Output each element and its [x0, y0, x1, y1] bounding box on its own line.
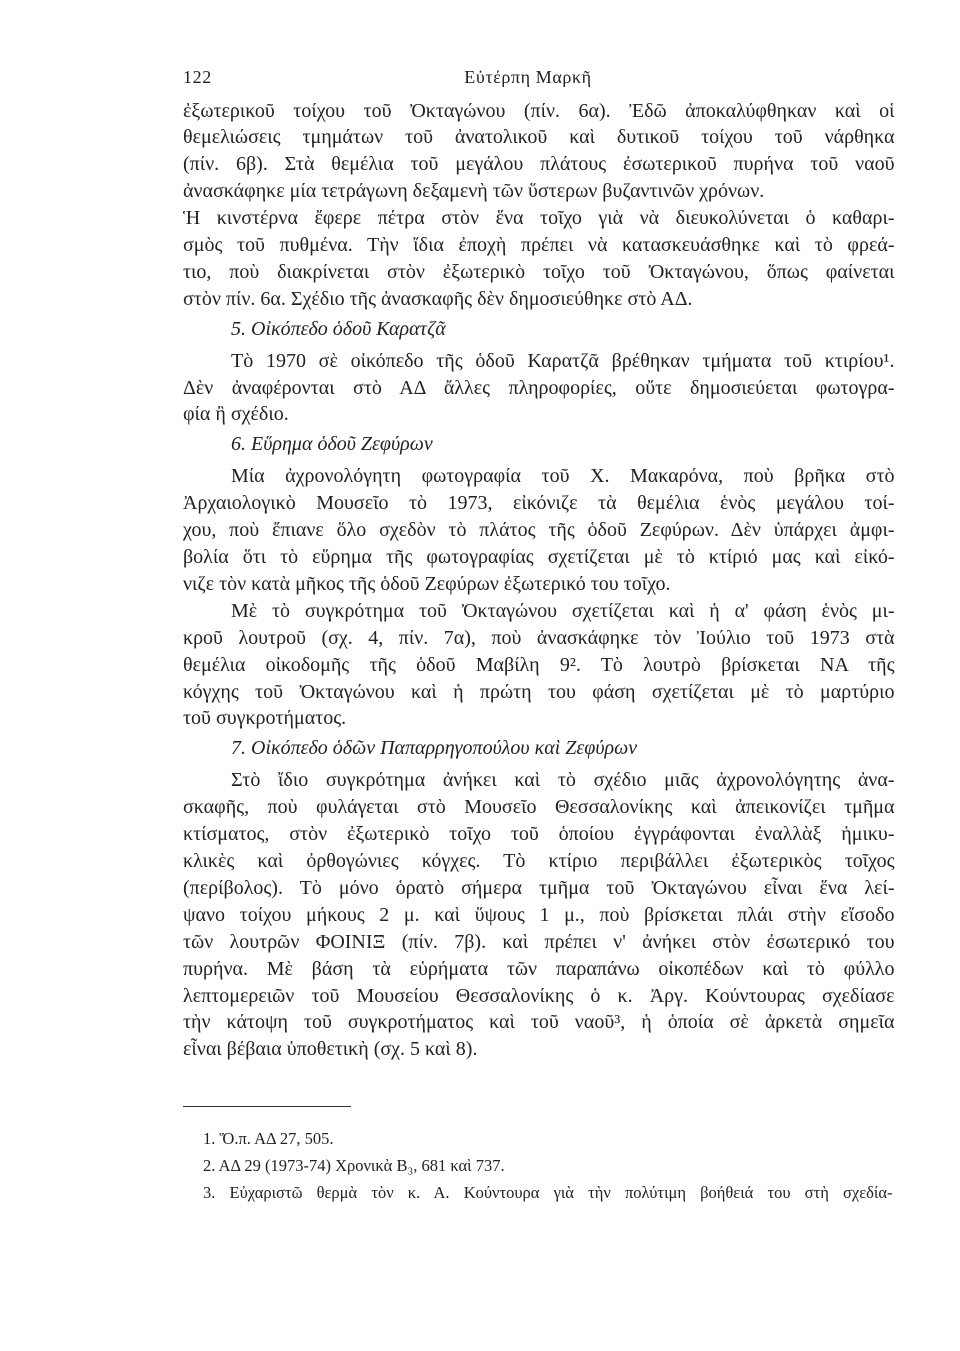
section-number: 5.: [231, 317, 246, 340]
footnote-text: Ὅ.π. ΑΔ 27, 505.: [219, 1128, 334, 1148]
text-line: Στὸ ἴδιο συγκρότημα ἀνήκει καὶ τὸ σχέδιο μιᾶς ἀχρονολόγητης ἀνα-: [231, 769, 895, 792]
text-line: κροῦ λουτροῦ (σχ. 4, πίν. 7α), ποὺ ἀνασκάφηκε τὸν Ἰούλιο τοῦ 1973 στὰ: [183, 626, 895, 649]
text-line: σκαφῆς, ποὺ φυλάγεται στὸ Μουσεῖο Θεσσαλονίκης καὶ ἀπεικονίζει τμῆμα: [183, 796, 895, 819]
section-number: 7.: [231, 737, 246, 760]
section-title: Οἰκόπεδο ὁδῶν Παπαρρηγοπούλου καὶ Ζεφύρων: [251, 737, 638, 760]
footnote-number: 2.: [203, 1155, 216, 1175]
text-line: Μία ἀχρονολόγητη φωτογραφία τοῦ Χ. Μακαρόνα, ποὺ βρῆκα στὸ: [231, 465, 895, 488]
main-text: [183, 98, 895, 1064]
text-line: τὴν κάτοψη τοῦ συγκροτήματος καὶ τοῦ ναοῦ³, ἡ ὁποία σὲ ἀρκετὰ σημεῖα: [183, 1011, 895, 1034]
text-line: κόγχης τοῦ Ὀκταγώνου καὶ ἡ πρώτη του φάση σχετίζεται μὲ τὸ μαρτύριο: [183, 680, 895, 703]
text-line: σμὸς τοῦ πυθμένα. Τὴν ἴδια ἐποχὴ πρέπει νὰ κατασκευάσθηκε καὶ τὸ φρεά-: [183, 234, 895, 257]
text-line: εἶναι βέβαια ὑποθετικὴ (σχ. 5 καὶ 8).: [183, 1038, 478, 1061]
text-line: τῶν λουτρῶν ΦΟΙΝΙΞ (πίν. 7β). καὶ πρέπει ν' ἀνήκει στὸν ἐσωτερικό του: [183, 930, 895, 953]
text-line: Μὲ τὸ συγκρότημα τοῦ Ὀκταγώνου σχετίζεται καὶ ἡ α' φάση ἑνὸς μι-: [231, 599, 895, 622]
text-line: θεμέλια οἰκοδομῆς τῆς ὁδοῦ Μαβίλη 9². Τὸ λουτρὸ βρίσκεται ΝΑ τῆς: [183, 653, 895, 676]
footnote-number: 1.: [203, 1128, 216, 1148]
page-number: 122: [183, 67, 212, 87]
footnote: [203, 1125, 893, 1152]
section-number: 6.: [231, 433, 246, 456]
text-line: (πίν. 6β). Στὰ θεμέλια τοῦ μεγάλου πλάτους ἐσωτερικοῦ πυρήνα τοῦ ναοῦ: [183, 153, 895, 176]
text-line: Τὸ 1970 σὲ οἰκόπεδο τῆς ὁδοῦ Καρατζᾶ βρέθηκαν τμήματα τοῦ κτιρίου¹.: [231, 349, 895, 372]
text-line: βολία ὅτι τὸ εὕρημα τῆς φωτογραφίας σχετίζεται μὲ τὸ κτίριό μας καὶ εἰκό-: [183, 546, 895, 568]
text-line: νιζε τὸν κατὰ μῆκος τῆς ὁδοῦ Ζεφύρων ἐξωτερικό του τοῖχο.: [183, 572, 671, 595]
paragraph: [183, 98, 895, 313]
paragraph: [183, 767, 895, 1063]
text-line: Ἀρχαιολογικὸ Μουσεῖο τὸ 1973, εἰκόνιζε τὰ θεμέλια ἑνὸς μεγάλου τοί-: [183, 492, 895, 515]
text-line: Δὲν ἀναφέρονται στὸ ΑΔ ἄλλες πληροφορίες, οὔτε δημοσιεύεται φωτογρα-: [183, 376, 895, 399]
footnote: [203, 1152, 893, 1179]
section-heading: [183, 735, 895, 762]
footnote-text: ΑΔ 29 (1973-74) Χρονικὰ Β₃, 681 καὶ 737.: [218, 1155, 505, 1175]
text-line: κτίσματος, στὸν ἐξωτερικὸ τοῖχο τοῦ ὁποίου ἐγγράφονται ἐναλλὰξ ἡμικυ-: [183, 823, 895, 846]
footnote-text: Εὐχαριστῶ θερμὰ τὸν κ. Α. Κούντουρα γιὰ τὴν πολύτιμη βοήθειά του στὴ σχεδία-: [229, 1182, 893, 1202]
running-title: Εὐτέρπη Μαρκῆ: [464, 67, 592, 87]
footnote: [203, 1179, 893, 1206]
text-line: χου, ποὺ ἔπιανε ὅλο σχεδὸν τὸ πλάτος τῆς ὁδοῦ Ζεφύρων. Δὲν ὑπάρχει ἀμφι-: [183, 519, 895, 542]
section-title: Οἰκόπεδο ὁδοῦ Καρατζᾶ: [251, 317, 446, 340]
section-title: Εὕρημα ὁδοῦ Ζεφύρων: [251, 433, 433, 456]
footnotes: [203, 1125, 893, 1206]
text-line: πυρήνα. Μὲ βάση τὰ εὑρήματα τῶν παραπάνω οἰκοπέδων καὶ τὸ φύλλο: [183, 957, 895, 980]
paragraph: [183, 598, 895, 733]
footnote-separator: [183, 1106, 351, 1107]
text-line: φία ἢ σχέδιο.: [183, 403, 289, 426]
section-heading: [183, 316, 895, 343]
paragraph: [183, 348, 895, 429]
text-line: Ἡ κινστέρνα ἔφερε πέτρα στὸν ἕνα τοῖχο γιὰ νὰ διευκολύνεται ὁ καθαρι-: [183, 207, 895, 230]
text-line: λεπτομερειῶν τοῦ Μουσείου Θεσσαλονίκης ὁ κ. Ἀργ. Κούντουρας σχεδίασε: [183, 984, 895, 1007]
section-heading: [183, 431, 895, 458]
text-line: στὸν πίν. 6α. Σχέδιο τῆς ἀνασκαφῆς δὲν δημοσιεύθηκε στὸ ΑΔ.: [183, 287, 693, 310]
paragraph: [183, 463, 895, 598]
text-line: ἐξωτερικοῦ τοίχου τοῦ Ὀκταγώνου (πίν. 6α). Ἐδῶ ἀποκαλύφθηκαν καὶ οἱ: [183, 99, 895, 122]
text-line: ψανο τοίχου μήκους 2 μ. καὶ ὕψους 1 μ., ποὺ βρίσκεται πλάι στὴν εἴσοδο: [183, 903, 895, 926]
text-line: κλικὲς καὶ ὀρθογώνιες κόγχες. Τὸ κτίριο περιβάλλει ἐξωτερικὸς τοῖχος: [183, 849, 895, 872]
footnote-number: 3.: [203, 1182, 216, 1202]
text-line: ἀνασκάφηκε μία τετράγωνη δεξαμενὴ τῶν ὕστερων βυζαντινῶν χρόνων.: [183, 180, 765, 203]
text-line: τιο, ποὺ διακρίνεται στὸν ἐξωτερικὸ τοῖχο τοῦ Ὀκταγώνου, ὅπως φαίνεται: [183, 260, 895, 283]
text-line: τοῦ συγκροτήματος.: [183, 707, 347, 730]
text-line: (περίβολος). Τὸ μόνο ὁρατὸ σήμερα τμῆμα τοῦ Ὀκταγώνου εἶναι ἕνα λεί-: [183, 876, 895, 899]
text-line: θεμελιώσεις τμημάτων τοῦ ἀνατολικοῦ καὶ δυτικοῦ τοίχου τοῦ νάρθηκα: [183, 126, 895, 149]
